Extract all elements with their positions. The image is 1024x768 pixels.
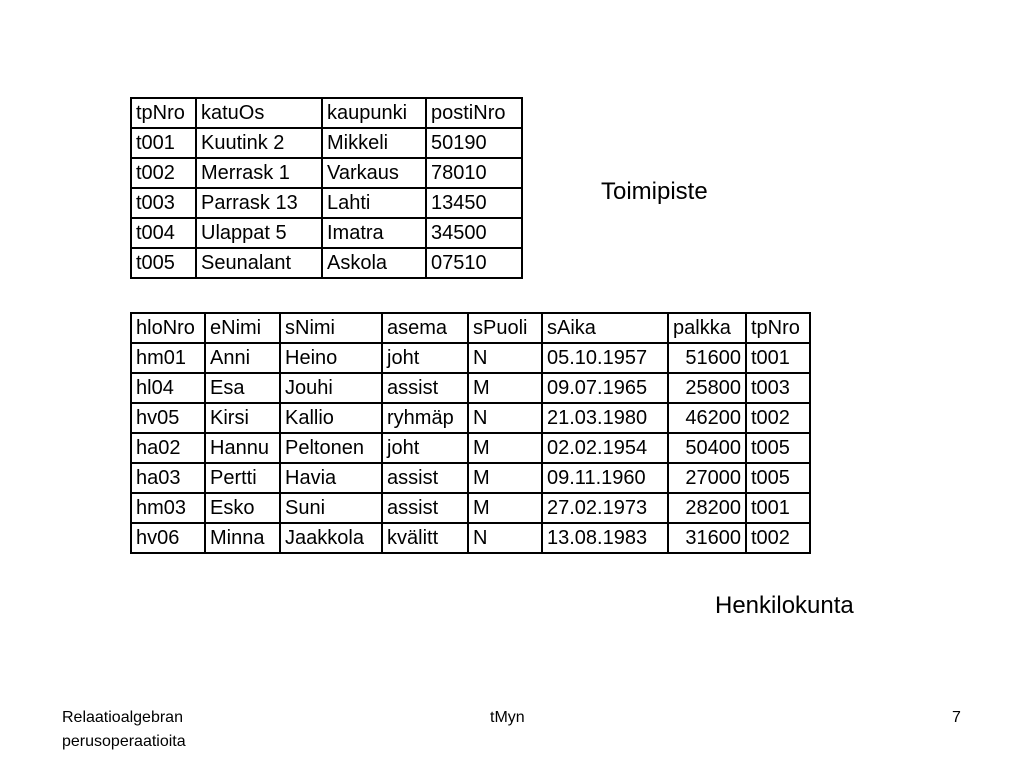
table-cell: ha02 [131, 433, 205, 463]
table-cell: Esa [205, 373, 280, 403]
table-row [131, 158, 522, 188]
henkilokunta-caption: Henkilokunta [715, 592, 854, 619]
henkilokunta-table [130, 312, 811, 554]
table-header-cell: postiNro [426, 98, 522, 128]
table-header-cell: sPuoli [468, 313, 542, 343]
table-cell: t003 [131, 188, 196, 218]
table-cell: t001 [131, 128, 196, 158]
table-cell: Anni [205, 343, 280, 373]
table-cell: 13450 [426, 188, 522, 218]
table-header-cell: hloNro [131, 313, 205, 343]
table-cell: 13.08.1983 [542, 523, 668, 553]
table-header-row [131, 313, 810, 343]
footer-page-number: 7 [952, 709, 961, 726]
table-cell: M [468, 493, 542, 523]
table-header-cell: sAika [542, 313, 668, 343]
table-cell: t003 [746, 373, 810, 403]
table-row [131, 403, 810, 433]
table-row [131, 433, 810, 463]
table-cell: hl04 [131, 373, 205, 403]
table-cell: Hannu [205, 433, 280, 463]
table-cell: 46200 [668, 403, 746, 433]
table-cell: N [468, 403, 542, 433]
table-cell: ryhmäp [382, 403, 468, 433]
toimipiste-table [130, 97, 523, 279]
table-header-cell: tpNro [131, 98, 196, 128]
table-cell: t002 [131, 158, 196, 188]
table-cell: hv06 [131, 523, 205, 553]
table-row [131, 218, 522, 248]
table-cell: hv05 [131, 403, 205, 433]
table-row [131, 463, 810, 493]
table-cell: 27000 [668, 463, 746, 493]
table-header-cell: palkka [668, 313, 746, 343]
table-header-cell: tpNro [746, 313, 810, 343]
table-cell: 78010 [426, 158, 522, 188]
table-cell: 07510 [426, 248, 522, 278]
table-cell: Askola [322, 248, 426, 278]
table-cell: 25800 [668, 373, 746, 403]
table-cell: M [468, 433, 542, 463]
table-cell: Heino [280, 343, 382, 373]
table-cell: N [468, 523, 542, 553]
table-cell: hm01 [131, 343, 205, 373]
table-cell: 50190 [426, 128, 522, 158]
table-cell: t005 [131, 248, 196, 278]
table-header-cell: asema [382, 313, 468, 343]
table-cell: Esko [205, 493, 280, 523]
table-cell: t002 [746, 403, 810, 433]
table-cell: Ulappat 5 [196, 218, 322, 248]
table-header-cell: kaupunki [322, 98, 426, 128]
table-cell: Kuutink 2 [196, 128, 322, 158]
table-cell: kvälitt [382, 523, 468, 553]
table-cell: Parrask 13 [196, 188, 322, 218]
table-row [131, 493, 810, 523]
table-cell: Minna [205, 523, 280, 553]
table-cell: N [468, 343, 542, 373]
table-cell: Suni [280, 493, 382, 523]
table-cell: joht [382, 343, 468, 373]
table-cell: Jouhi [280, 373, 382, 403]
table-cell: Seunalant [196, 248, 322, 278]
table-cell: t004 [131, 218, 196, 248]
table-cell: assist [382, 493, 468, 523]
table-cell: assist [382, 373, 468, 403]
footer-author: tMyn [490, 709, 525, 726]
henkilokunta-table-body [131, 313, 810, 553]
table-cell: 28200 [668, 493, 746, 523]
table-cell: t005 [746, 463, 810, 493]
table-cell: 09.07.1965 [542, 373, 668, 403]
table-cell: 27.02.1973 [542, 493, 668, 523]
table-cell: assist [382, 463, 468, 493]
table-cell: hm03 [131, 493, 205, 523]
table-cell: Merrask 1 [196, 158, 322, 188]
table-row [131, 523, 810, 553]
table-cell: joht [382, 433, 468, 463]
toimipiste-caption: Toimipiste [601, 178, 708, 205]
table-cell: 31600 [668, 523, 746, 553]
table-cell: Havia [280, 463, 382, 493]
table-cell: Peltonen [280, 433, 382, 463]
table-cell: 09.11.1960 [542, 463, 668, 493]
table-cell: 51600 [668, 343, 746, 373]
table-cell: Lahti [322, 188, 426, 218]
table-row [131, 373, 810, 403]
table-cell: ha03 [131, 463, 205, 493]
table-cell: t001 [746, 493, 810, 523]
table-header-cell: katuOs [196, 98, 322, 128]
table-row [131, 248, 522, 278]
table-cell: Mikkeli [322, 128, 426, 158]
table-cell: Varkaus [322, 158, 426, 188]
table-cell: Jaakkola [280, 523, 382, 553]
footer-course-title: Relaatioalgebran perusoperaatioita [62, 709, 186, 750]
table-header-cell: eNimi [205, 313, 280, 343]
toimipiste-table-body [131, 98, 522, 278]
table-row [131, 343, 810, 373]
table-cell: t002 [746, 523, 810, 553]
table-cell: Pertti [205, 463, 280, 493]
table-cell: Kirsi [205, 403, 280, 433]
table-cell: 50400 [668, 433, 746, 463]
table-cell: 34500 [426, 218, 522, 248]
table-header-cell: sNimi [280, 313, 382, 343]
table-cell: 02.02.1954 [542, 433, 668, 463]
table-cell: 21.03.1980 [542, 403, 668, 433]
table-cell: M [468, 373, 542, 403]
table-row [131, 128, 522, 158]
table-cell: t001 [746, 343, 810, 373]
table-cell: Kallio [280, 403, 382, 433]
table-header-row [131, 98, 522, 128]
table-row [131, 188, 522, 218]
table-cell: t005 [746, 433, 810, 463]
table-cell: M [468, 463, 542, 493]
table-cell: Imatra [322, 218, 426, 248]
table-cell: 05.10.1957 [542, 343, 668, 373]
